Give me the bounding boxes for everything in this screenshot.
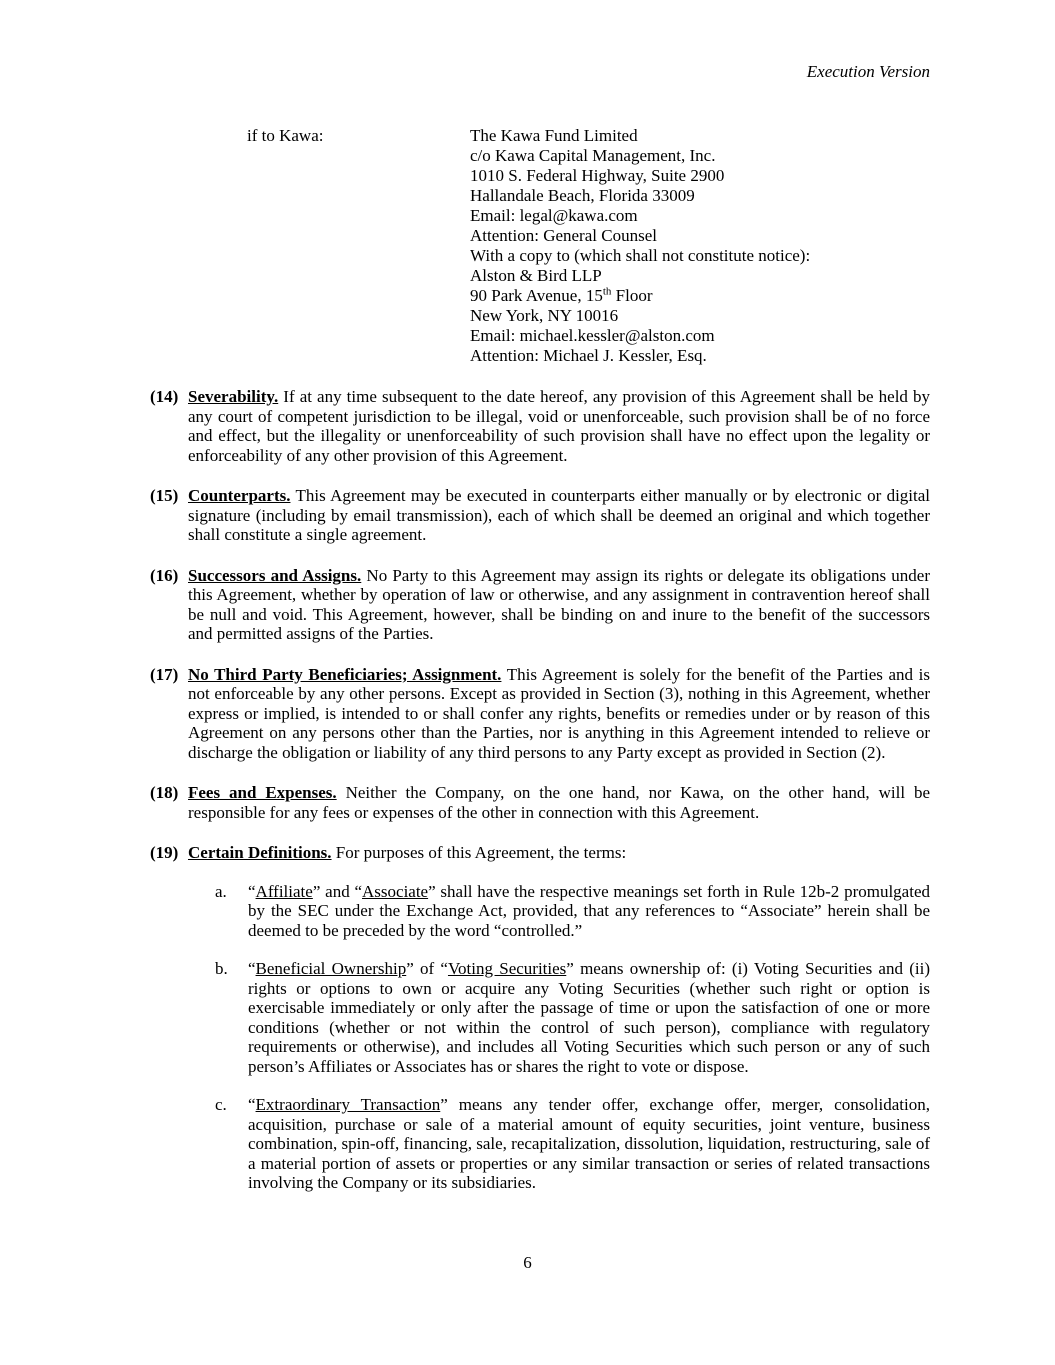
- section-body: Neither the Company, on the one hand, nor Kawa, on the other hand, will be responsible for any fees or expenses of the other in connection with this Agreement.: [188, 783, 931, 822]
- section-number: (14): [150, 387, 179, 406]
- definition-letter: a.: [215, 881, 227, 901]
- section-body: For purposes of this Agreement, the terms:: [335, 843, 627, 862]
- section-title: Certain Definitions.: [188, 843, 332, 862]
- address-line: Email: legal@kawa.com: [470, 206, 638, 225]
- section-title: No Third Party Beneficiaries; Assignment.: [188, 664, 502, 684]
- address-line: Hallandale Beach, Florida 33009: [470, 186, 695, 205]
- address-line: Attention: Michael J. Kessler, Esq.: [470, 346, 707, 365]
- definition-letter: b.: [215, 959, 228, 978]
- defined-term: Beneficial Ownership: [255, 959, 407, 978]
- section-title: Counterparts.: [188, 486, 291, 505]
- address-line: With a copy to (which shall not constitute notice):: [470, 246, 811, 265]
- section-paragraph-18: [150, 783, 930, 822]
- defined-term: Affiliate: [255, 881, 313, 901]
- address-line: Email: michael.kessler@alston.com: [470, 326, 715, 345]
- address-line: 1010 S. Federal Highway, Suite 2900: [470, 166, 725, 185]
- section-body: This Agreement may be executed in counterparts either manually or by electronic or digital signature (including by email transmission), each of which shall be deemed an original and which together shall constitute a single agreement.: [188, 486, 931, 544]
- address-line: c/o Kawa Capital Management, Inc.: [470, 146, 716, 165]
- definition-text: ” and “: [312, 881, 363, 901]
- address-line: The Kawa Fund Limited: [470, 126, 638, 145]
- address-line: New York, NY 10016: [470, 306, 619, 325]
- section-number: (15): [150, 486, 179, 505]
- ordinal-superscript: th: [602, 285, 612, 298]
- definition-text: ” shall have the respective meanings set forth in Rule 12b-2 promulgated by the SEC under the Exchange Act, provided, that any references to “Associate” herein shall be deemed to be preceded by the word “controlled.”: [248, 881, 930, 940]
- notice-recipient-label: if to Kawa:: [247, 126, 324, 145]
- defined-term: Voting Securities: [447, 959, 567, 978]
- section-title: Severability.: [188, 387, 279, 406]
- address-line: Attention: General Counsel: [470, 226, 657, 245]
- section-paragraph-15: [150, 486, 930, 545]
- section-title: Fees and Expenses.: [188, 783, 337, 802]
- section-number: (16): [150, 565, 179, 585]
- execution-version-label: Execution Version: [806, 62, 930, 81]
- definition-text: “: [248, 959, 256, 978]
- section-number: (18): [150, 783, 179, 802]
- defined-term: Extraordinary Transaction: [255, 1095, 441, 1114]
- section-body: No Party to this Agreement may assign its rights or delegate its obligations under this Agreement, whether by operation of law or otherwise, and any assignment in contravention hereof shall be null and void. This Agreement, however, shall be binding on and inure to the benefit of the successors and permitted assigns of the Parties.: [188, 565, 931, 643]
- definition-text: ” of “: [406, 959, 448, 978]
- section-paragraph-19: [150, 843, 930, 863]
- definition-text: ” means any tender offer, exchange offer, merger, consolidation, acquisition, purchase or sale of a material amount of equity securities, joint venture, business combination, spin-off, financing, sale, recapitalization, dissolution, liquidation, restructuring, sale of a material portion of assets or properties or any similar transaction or series of related transactions involving the Company or its subsidiaries.: [248, 1095, 930, 1192]
- section-paragraph-16: [150, 566, 930, 644]
- address-line: [470, 286, 810, 306]
- definition-text: “: [248, 881, 256, 901]
- definition-letter: c.: [215, 1095, 227, 1114]
- page-number: 6: [523, 1253, 532, 1272]
- definition-text: “: [248, 1095, 256, 1114]
- defined-term: Associate: [362, 881, 429, 901]
- section-paragraph-17: [150, 665, 930, 763]
- section-number: (17): [150, 664, 179, 684]
- address-street: 90 Park Avenue, 15: [470, 286, 603, 305]
- sections-list: [150, 387, 930, 1193]
- definition-item-a: [215, 882, 930, 941]
- notice-block: [247, 126, 930, 366]
- section-title: Successors and Assigns.: [188, 565, 362, 585]
- section-number: (19): [150, 843, 179, 862]
- section-paragraph-14: [150, 387, 930, 465]
- section-body: If at any time subsequent to the date hereof, any provision of this Agreement shall be held by any court of competent jurisdiction to be illegal, void or unenforceable, such provision shall be of no force and effect, but the illegality or unenforceability of such provision shall have no effect upon the legality or enforceability of any other provision of this Agreement.: [188, 387, 931, 465]
- address-line: Alston & Bird LLP: [470, 266, 602, 285]
- definition-text: ” means ownership of: (i) Voting Securities and (ii) rights or options to own or acquire any Voting Securities (whether such right or option is exercisable immediately or only after the passage of time or upon the satisfaction of one or more conditions (whether or not within the control of such person), compliance with regulatory requirements or otherwise), and includes all Voting Securities which such person or any of such person’s Affiliates or Associates has or shares the right to vote or dispose.: [248, 959, 930, 1076]
- definition-item-b: [215, 959, 930, 1076]
- address-floor: Floor: [615, 286, 653, 305]
- definition-item-c: [215, 1095, 930, 1193]
- notice-address-block: [470, 126, 810, 366]
- section-body: This Agreement is solely for the benefit of the Parties and is not enforceable by any other persons. Except as provided in Section (3), nothing in this Agreement, whether express or implied, is intended to or shall confer any rights, benefits or remedies under or by reason of this Agreement on any persons other than the Parties, nor is anything in this Agreement intended to relieve or discharge the obligation or liability of any third persons to any Party except as provided in Section (2).: [188, 664, 930, 762]
